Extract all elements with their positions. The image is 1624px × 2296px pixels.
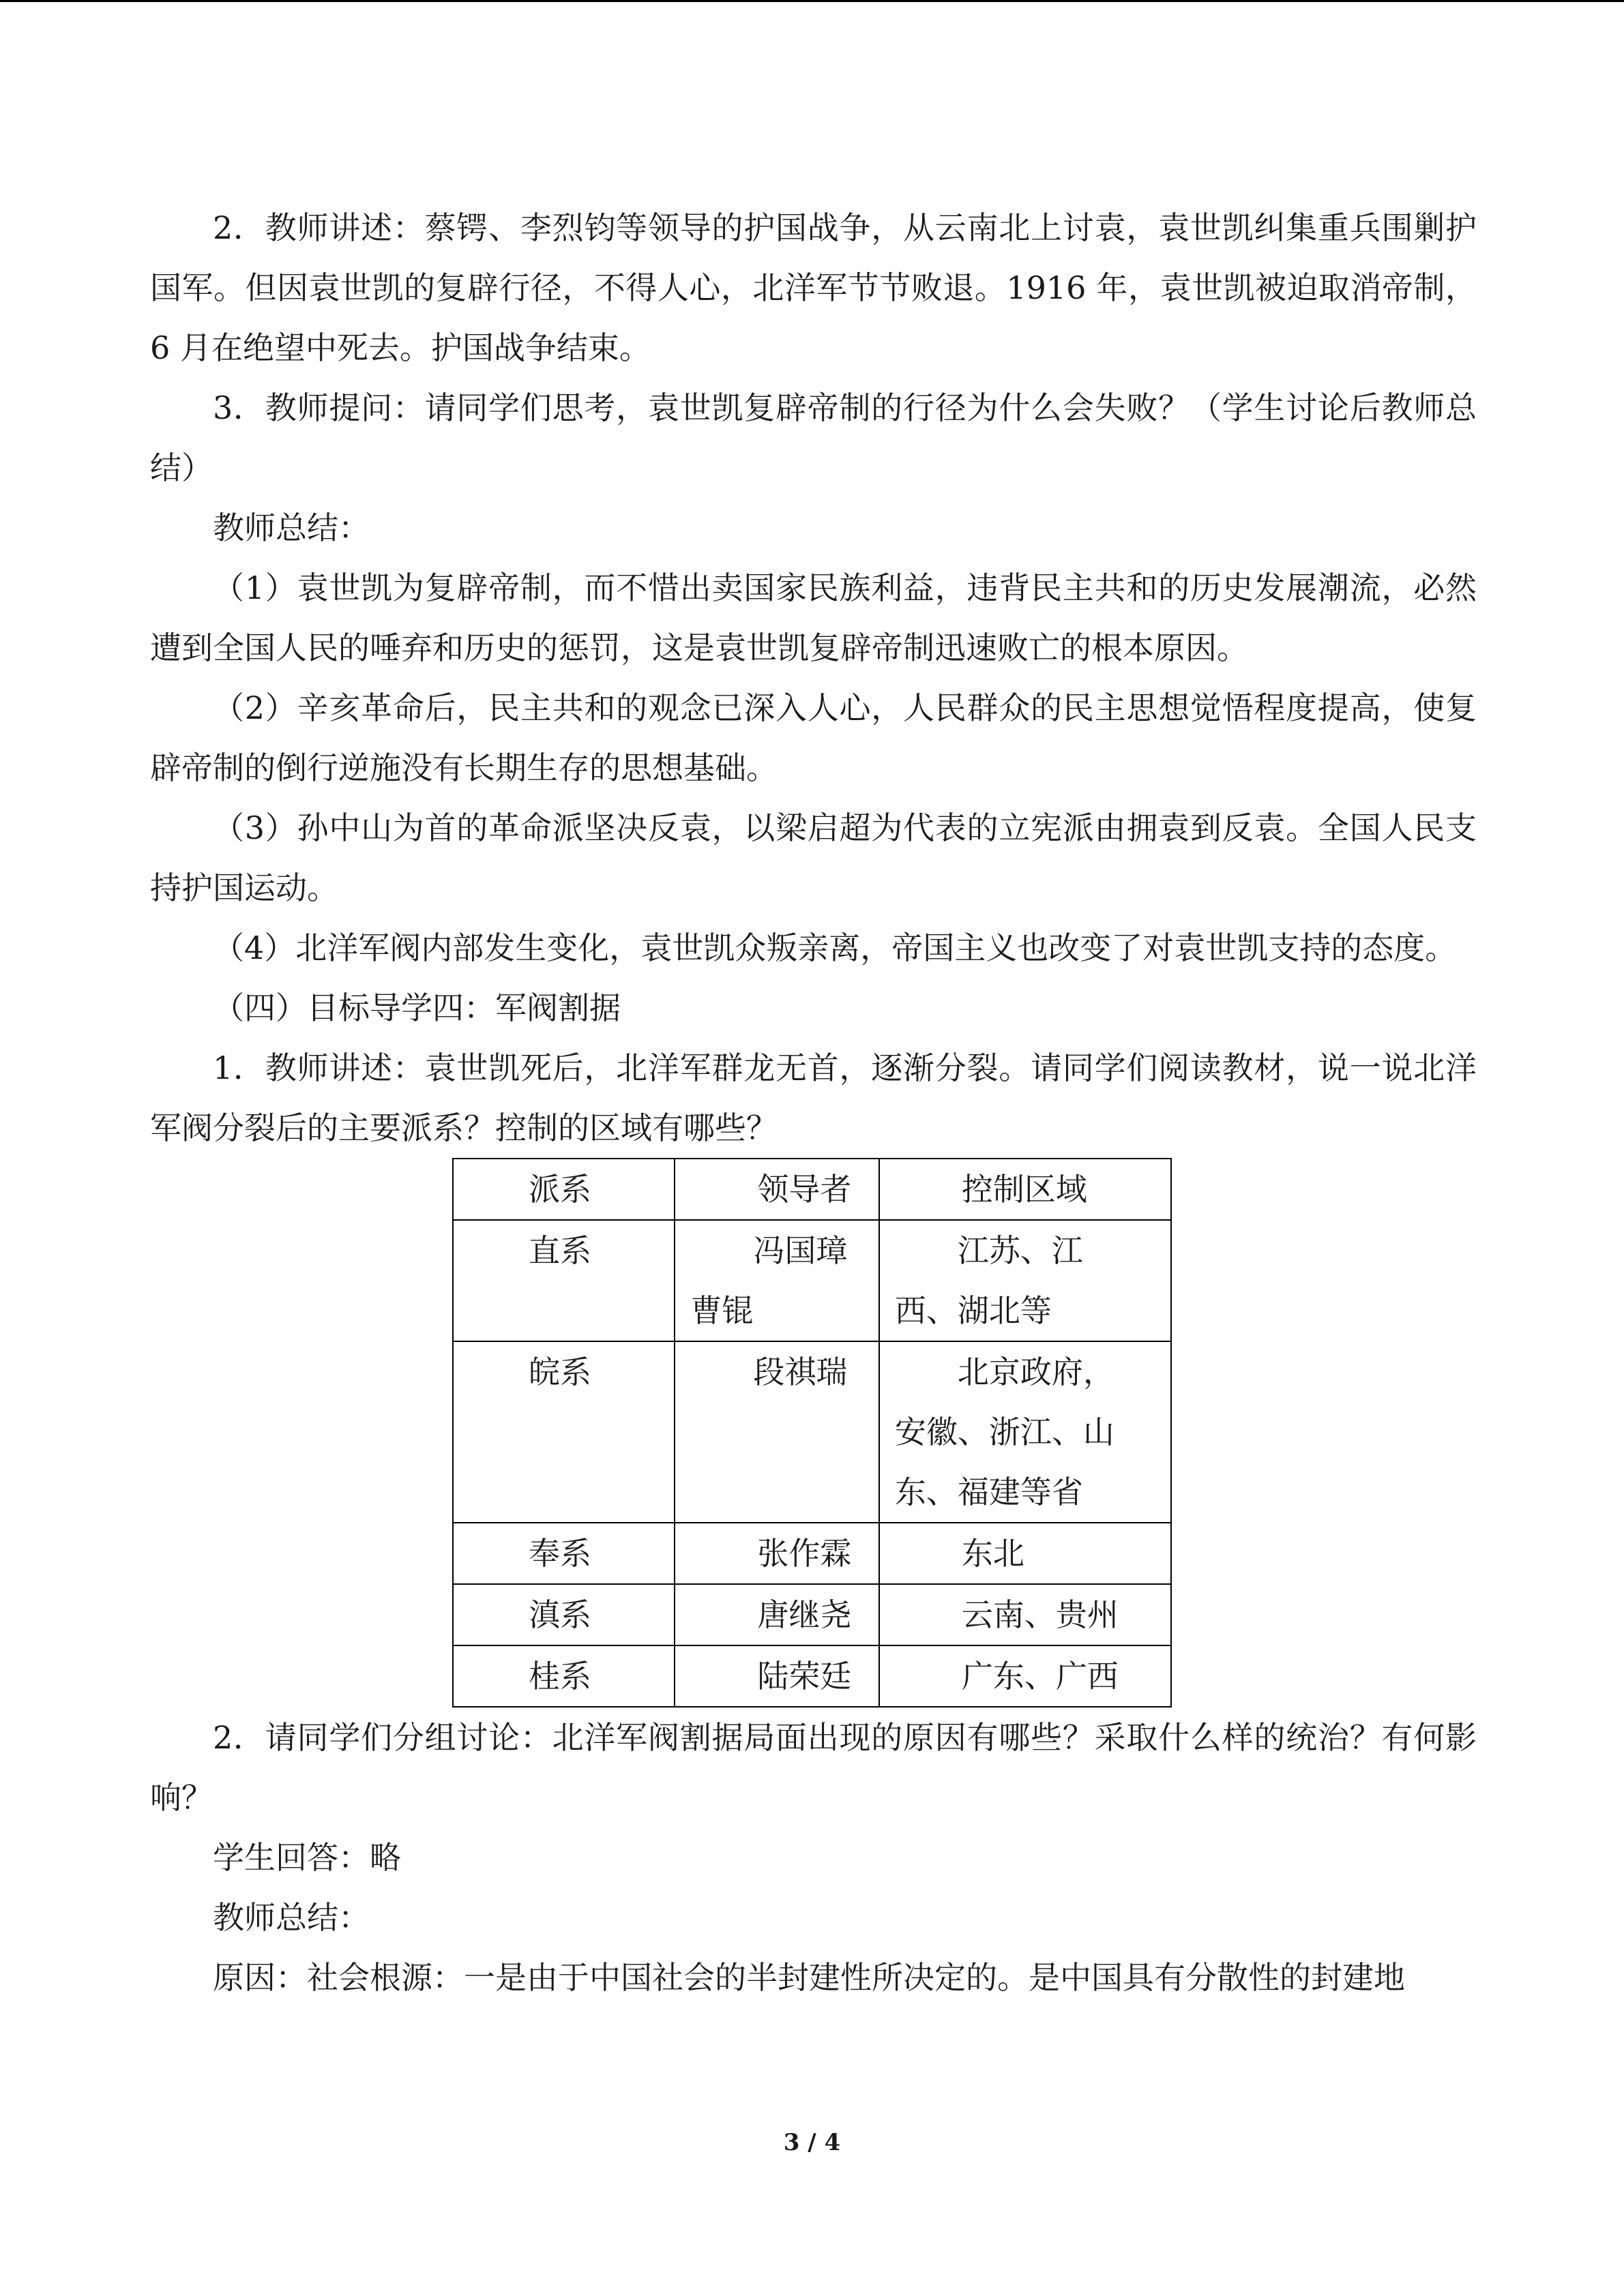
paragraph: 2．请同学们分组讨论：北洋军阀割据局面出现的原因有哪些？采取什么样的统治？有何影响？ <box>150 1719 1477 1816</box>
cell-line: 安徽、浙江、山 <box>894 1414 1114 1450</box>
cell-line: 江苏、江 <box>957 1232 1083 1269</box>
table-row <box>453 1523 1171 1584</box>
section-heading: （四）目标导学四：军阀割据 <box>213 989 621 1026</box>
page-content <box>150 198 1477 2008</box>
paragraph: 1．教师讲述：袁世凯死后，北洋军群龙无首，逐渐分裂。请同学们阅读教材，说一说北洋军阀分裂后的主要派系？控制的区域有哪些？ <box>150 1049 1477 1146</box>
header-region: 控制区域 <box>879 1159 1171 1220</box>
top-border-line <box>0 0 1624 2</box>
cell-line: 西、湖北等 <box>894 1292 1052 1329</box>
paragraph: 学生回答：略 <box>213 1839 401 1876</box>
paragraph: 教师总结： <box>213 509 370 546</box>
cell-faction: 桂系 <box>453 1645 675 1707</box>
paragraph: 3．教师提问：请同学们思考，袁世凯复辟帝制的行径为什么会失败？（学生讨论后教师总结） <box>150 389 1477 486</box>
warlord-factions-table <box>452 1158 1172 1708</box>
paragraph: 原因：社会根源：一是由于中国社会的半封建性所决定的。是中国具有分散性的封建地 <box>213 1959 1405 1996</box>
cell-line: 曹锟 <box>690 1292 754 1329</box>
cell-region: 云南、贵州 <box>879 1584 1171 1645</box>
cell-region <box>879 1341 1171 1523</box>
table-row <box>453 1645 1171 1707</box>
cell-leader: 张作霖 <box>675 1523 879 1584</box>
cell-region <box>879 1220 1171 1341</box>
cell-leader: 陆荣廷 <box>675 1645 879 1707</box>
cell-leader <box>675 1341 879 1523</box>
cell-leader: 唐继尧 <box>675 1584 879 1645</box>
header-leader: 领导者 <box>675 1159 879 1220</box>
paragraph: （4）北洋军阀内部发生变化，袁世凯众叛亲离，帝国主义也改变了对袁世凯支持的态度。 <box>213 929 1457 966</box>
cell-faction: 皖系 <box>453 1341 675 1523</box>
cell-region: 东北 <box>879 1523 1171 1584</box>
cell-region: 广东、广西 <box>879 1645 1171 1707</box>
cell-line: 段祺瑞 <box>753 1354 848 1390</box>
header-faction: 派系 <box>453 1159 675 1220</box>
paragraph: 教师总结： <box>213 1899 370 1936</box>
cell-faction: 滇系 <box>453 1584 675 1645</box>
cell-faction: 奉系 <box>453 1523 675 1584</box>
page-number: 3 / 4 <box>783 2129 841 2156</box>
table-row <box>453 1220 1171 1341</box>
cell-line: 北京政府， <box>957 1354 1114 1390</box>
paragraph: （2）辛亥革命后，民主共和的观念已深入人心，人民群众的民主思想觉悟程度提高，使复辟帝制的倒行逆施没有长期生存的思想基础。 <box>150 689 1477 786</box>
cell-leader <box>675 1220 879 1341</box>
table-header-row <box>453 1159 1171 1220</box>
cell-faction: 直系 <box>453 1220 675 1341</box>
table-wrapper <box>150 1158 1477 1708</box>
cell-line: 东、福建等省 <box>894 1474 1083 1510</box>
paragraph: （1）袁世凯为复辟帝制，而不惜出卖国家民族利益，违背民主共和的历史发展潮流，必然遭到全国人民的唾弃和历史的惩罚，这是袁世凯复辟帝制迅速败亡的根本原因。 <box>150 569 1477 666</box>
table-row <box>453 1341 1171 1523</box>
paragraph: 2．教师讲述：蔡锷、李烈钧等领导的护国战争，从云南北上讨袁，袁世凯纠集重兵围剿护国军。但因袁世凯的复辟行径，不得人心，北洋军节节败退。1916 年，袁世凯被迫取消帝制，6 月在绝望中死去。护国战争结束。 <box>150 209 1477 366</box>
table-row <box>453 1584 1171 1645</box>
paragraph: （3）孙中山为首的革命派坚决反袁，以梁启超为代表的立宪派由拥袁到反袁。全国人民支持护国运动。 <box>150 809 1477 906</box>
cell-line: 冯国璋 <box>753 1232 848 1269</box>
